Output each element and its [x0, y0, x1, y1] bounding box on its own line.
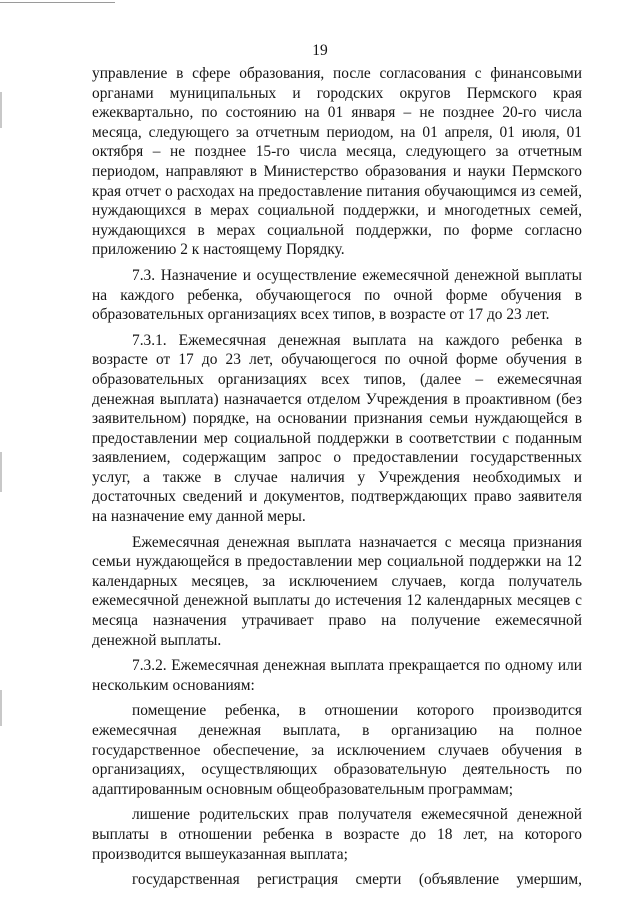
paragraph-7-3-1: 7.3.1. Ежемесячная денежная выплата на каждого ребенка в возрасте от 17 до 23 лет, обучающегося по очной форме обучения в образовательных организациях всех типов, (далее – ежемесячная денежная выплата) назначается отделом Учреждения в проактивном (без заявительном) порядке, на основании признания семьи нуждающейся в предоставлении мер социальной поддержки в соответствии с поданным заявлением, содержащим запрос о предоставлении государственных услуг, а также в случае наличия у Учреждения необходимых и достаточных сведений и документов, подтверждающих право заявителя на назначение ему данной меры.	[92, 331, 582, 526]
list-item-deprivation: лишение родительских прав получателя ежемесячной денежной выплаты в отношении ребенка в возрасте до 18 лет, на которого производится вышеуказанная выплата;	[92, 806, 582, 863]
list-item-death-registration: государственная регистрация смерти (объявление умершим,	[132, 871, 582, 889]
document-body	[92, 64, 582, 896]
paragraph-7-3-2: 7.3.2. Ежемесячная денежная выплата прекращается по одному или нескольким основаниям:	[92, 657, 582, 694]
scan-margin-mark	[0, 690, 2, 726]
paragraph-continuation: управление в сфере образования, после согласования с финансовыми органами муниципальных и городских округов Пермского края ежеквартально, по состоянию на 01 января – не позднее 20-го числа месяца, следующего за отчетным периодом, на 01 апреля, 01 июля, 01 октября – не позднее 15-го числа месяца, следующего за отчетным периодом, направляют в Министерство образования и науки Пермского края отчет о расходах на предоставление питания обучающимся из семей, нуждающихся в мерах социальной поддержки, и многодетных семей, нуждающихся в мерах социальной поддержки, по форме согласно приложению 2 к настоящему Порядку.	[92, 65, 582, 259]
page-number: 19	[312, 42, 328, 59]
scan-top-line	[0, 2, 115, 3]
scan-margin-mark	[0, 452, 2, 492]
list-item-placement: помещение ребенка, в отношении которого производится ежемесячная денежная выплата, в организацию на полное государственное обеспечение, за исключением случаев обучения в организациях, осуществляющих образовательную деятельность по адаптированным основным общеобразовательным программам;	[92, 702, 582, 798]
paragraph-payment-term: Ежемесячная денежная выплата назначается с месяца признания семьи нуждающейся в предоставлении мер социальной поддержки на 12 календарных месяцев, за исключением случаев, когда получатель ежемесячной денежной выплаты до истечения 12 календарных месяцев с месяца назначения утрачивает право на получение ежемесячной денежной выплаты.	[92, 533, 582, 649]
paragraph-7-3: 7.3. Назначение и осуществление ежемесячной денежной выплаты на каждого ребенка, обучающегося по очной форме обучения в образовательных организациях всех типов, в возрасте от 17 до 23 лет.	[92, 266, 582, 324]
scan-margin-mark	[0, 92, 2, 128]
